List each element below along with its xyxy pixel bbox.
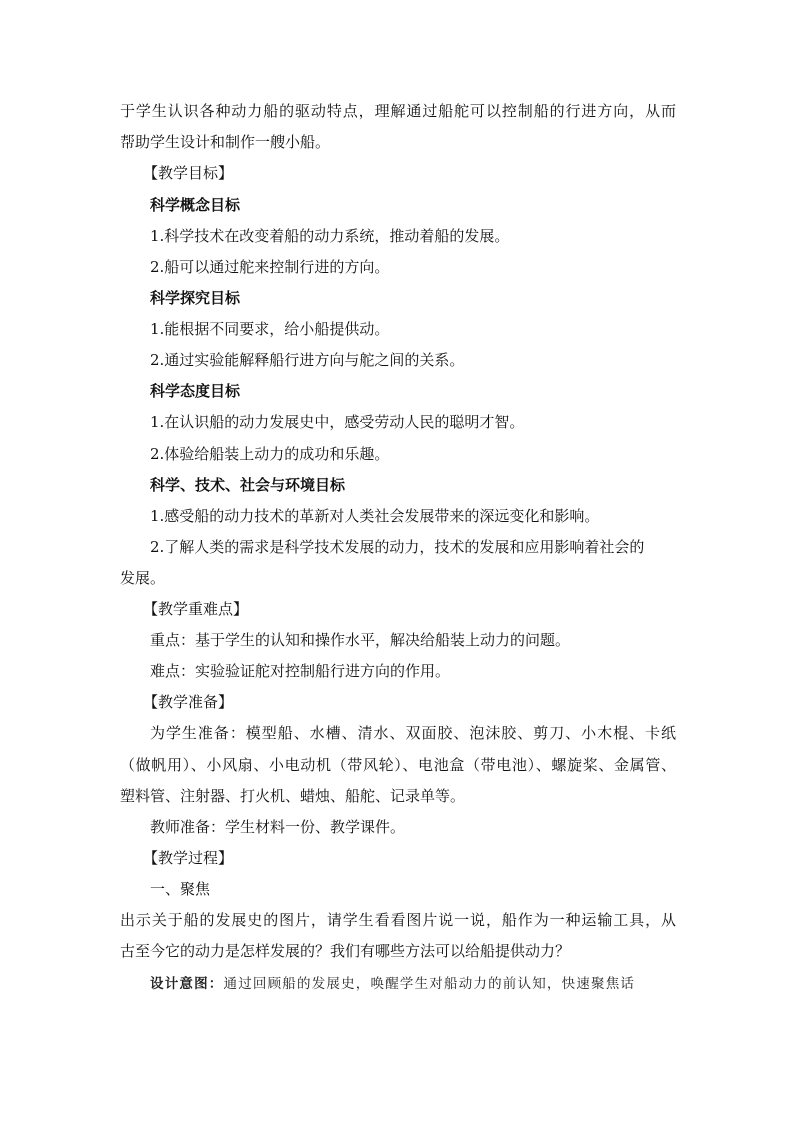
stse-objectives-heading: 科学、技术、社会与环境目标 (150, 476, 346, 494)
inquiry-objective-1: 1.能根据不同要求，给小船提供动。 (150, 320, 390, 338)
intro-line-1: 于学生认识各种动力船的驱动特点，理解通过船舵可以控制船的行进方向，从而 (120, 102, 676, 120)
process-heading: 【教学过程】 (143, 849, 234, 867)
stse-objective-2-line-1: 2.了解人类的需求是科学技术发展的动力，技术的发展和应用影响着社会的 (150, 538, 645, 556)
difficulty-point: 难点：实验验证舵对控制船行进方向的作用。 (150, 662, 451, 680)
attitude-objective-2: 2.体验给船装上动力的成功和乐趣。 (150, 445, 390, 463)
design-intent-text: 通过回顾船的发展史，唤醒学生对船动力的前认知，快速聚焦话 (223, 976, 636, 992)
attitude-objectives-heading: 科学态度目标 (150, 382, 241, 400)
objectives-heading: 【教学目标】 (143, 164, 234, 182)
attitude-objective-1: 1.在认识船的动力发展史中，感受劳动人民的聪明才智。 (150, 413, 525, 431)
stse-objective-2-line-2: 发展。 (120, 569, 166, 587)
teacher-preparation: 教师准备：学生材料一份、教学课件。 (150, 818, 406, 836)
focus-paragraph-line-1: 出示关于船的发展史的图片，请学生看看图片说一说，船作为一种运输工具，从 (120, 911, 676, 929)
inquiry-objectives-heading: 科学探究目标 (150, 289, 241, 307)
concept-objective-1: 1.科学技术在改变着船的动力系统，推动着船的发展。 (150, 227, 510, 245)
preparation-heading: 【教学准备】 (143, 693, 234, 711)
student-preparation-line-2: （做帆用）、小风扇、小电动机（带风轮）、电池盒（带电池）、螺旋桨、金属管、 (120, 756, 676, 774)
key-point: 重点：基于学生的认知和操作水平，解决给船装上动力的问题。 (150, 631, 571, 649)
design-intent-label: 设计意图： (150, 976, 224, 992)
intro-line-2: 帮助学生设计和制作一艘小船。 (120, 133, 331, 151)
concept-objective-2: 2.船可以通过舵来控制行进的方向。 (150, 258, 390, 276)
inquiry-objective-2: 2.通过实验能解释船行进方向与舵之间的关系。 (150, 351, 465, 369)
student-preparation-line-3: 塑料管、注射器、打火机、蜡烛、船舵、记录单等。 (120, 787, 466, 805)
concept-objectives-heading: 科学概念目标 (150, 196, 241, 214)
section-focus-heading: 一、聚焦 (150, 880, 211, 898)
student-preparation-line-1: 为学生准备：模型船、水槽、清水、双面胶、泡沫胶、剪刀、小木棍、卡纸 (150, 724, 676, 742)
focus-paragraph-line-2: 古至今它的动力是怎样发展的？我们有哪些方法可以给船提供动力？ (120, 942, 571, 960)
keypoints-heading: 【教学重难点】 (143, 600, 249, 618)
design-intent (150, 974, 635, 994)
stse-objective-1: 1.感受船的动力技术的革新对人类社会发展带来的深远变化和影响。 (150, 507, 600, 525)
